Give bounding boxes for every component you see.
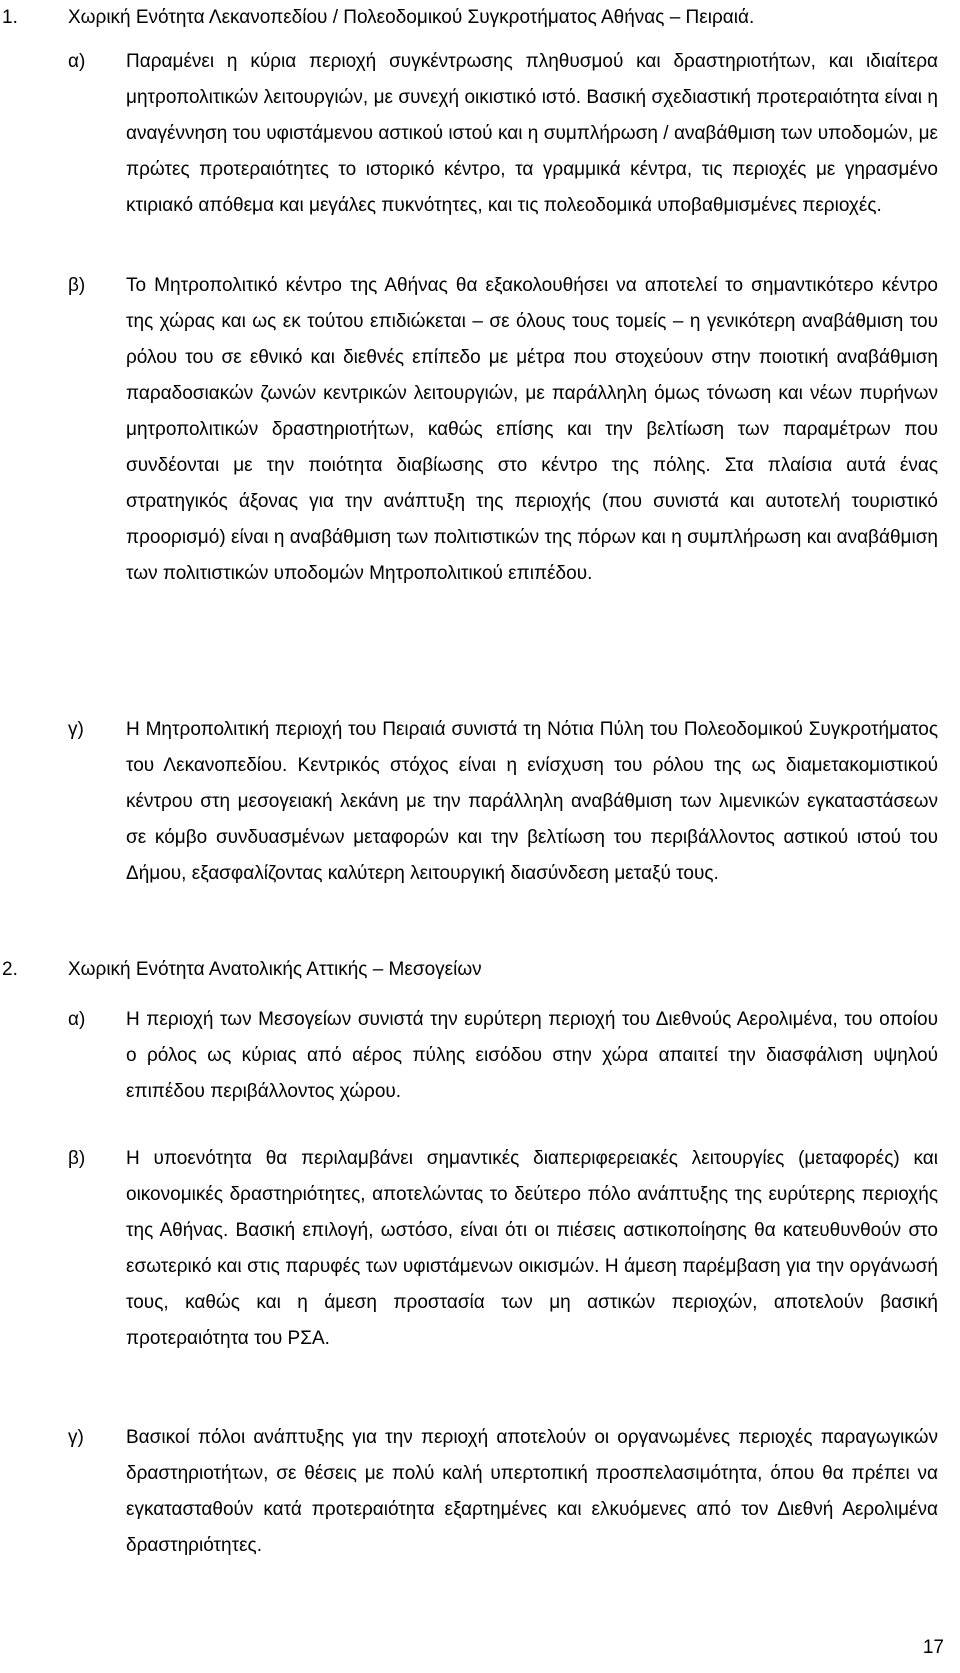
section-title: Χωρική Ενότητα Ανατολικής Αττικής – Μεσογείων (68, 959, 482, 980)
section-number: 2. (2, 959, 18, 980)
item-label: β) (68, 1148, 86, 1169)
item-label: γ) (68, 1427, 84, 1448)
section-title: Χωρική Ενότητα Λεκανοπεδίου / Πολεοδομικού Συγκροτήματος Αθήνας – Πειραιά. (68, 7, 755, 28)
item-label: α) (68, 1009, 86, 1030)
item-paragraph: Βασικοί πόλοι ανάπτυξης για την περιοχή αποτελούν οι οργανωμένες περιοχές παραγωγικών δραστηριοτήτων, σε θέσεις με πολύ καλή υπερτοπική προσπελασιμότητα, όπου θα πρέπει να εγκατασταθούν κατά προτεραιότητα εξαρτημένες και ελκυόμενες από τον Διεθνή Αερολιμένα δραστηριότητες. (126, 1427, 938, 1556)
item-paragraph: Παραμένει η κύρια περιοχή συγκέντρωσης πληθυσμού και δραστηριοτήτων, και ιδιαίτερα μητροπολιτικών λειτουργιών, με συνεχή οικιστικό ιστό. Βασική σχεδιαστική προτεραιότητα είναι η αναγέννηση του υφιστάμενου αστικού ιστού και η συμπλήρωση / αναβάθμιση των υποδομών, με πρώτες προτεραιότητες το ιστορικό κέντρο, τα γραμμικά κέντρα, τις περιοχές με γηρασμένο κτιριακό απόθεμα και μεγάλες πυκνότητες, και τις πολεοδομικά υποβαθμισμένες περιοχές. (126, 51, 938, 216)
section-number: 1. (2, 7, 18, 28)
item-label: β) (68, 275, 86, 296)
item-label: α) (68, 51, 86, 72)
item-paragraph: Η υποενότητα θα περιλαμβάνει σημαντικές διαπεριφερειακές λειτουργίες (μεταφορές) και οικονομικές δραστηριότητες, αποτελώντας το δεύτερο πόλο ανάπτυξης της ευρύτερης περιοχής της Αθήνας. Βασική επιλογή, ωστόσο, είναι ότι οι πιέσεις αστικοποίησης θα κατευθυνθούν στο εσωτερικό και στις παρυφές των υφιστάμενων οικισμών. Η άμεση παρέμβαση για την οργάνωσή τους, καθώς και η άμεση προστασία των μη αστικών περιοχών, αποτελούν βασική προτεραιότητα του ΡΣΑ. (126, 1148, 938, 1349)
item-paragraph: Η περιοχή των Μεσογείων συνιστά την ευρύτερη περιοχή του Διεθνούς Αερολιμένα, του οποίου ο ρόλος ως κύριας από αέρος πύλης εισόδου στην χώρα απαιτεί την διασφάλιση υψηλού επιπέδου περιβάλλοντος χώρου. (126, 1009, 938, 1102)
item-paragraph: Το Μητροπολιτικό κέντρο της Αθήνας θα εξακολουθήσει να αποτελεί το σημαντικότερο κέντρο της χώρας και ως εκ τούτου επιδιώκεται – σε όλους τους τομείς – η γενικότερη αναβάθμιση του ρόλου του σε εθνικό και διεθνές επίπεδο με μέτρα που στοχεύουν στην ποιοτική αναβάθμιση παραδοσιακών ζωνών κεντρικών λειτουργιών, με παράλληλη όμως τόνωση και νέων πυρήνων μητροπολιτικών δραστηριοτήτων, καθώς επίσης και την βελτίωση των παραμέτρων που συνδέονται με την ποιότητα διαβίωσης στο κέντρο της πόλης. Στα πλαίσια αυτά ένας στρατηγικός άξονας για την ανάπτυξη της περιοχής (που συνιστά και αυτοτελή τουριστικό προορισμό) είναι η αναβάθμιση των πολιτιστικών της πόρων και η συμπλήρωση και αναβάθμιση των πολιτιστικών υποδομών Μητροπολιτικού επιπέδου. (126, 275, 938, 584)
item-label: γ) (68, 719, 84, 740)
page-number: 17 (922, 1637, 944, 1658)
item-paragraph: Η Μητροπολιτική περιοχή του Πειραιά συνιστά τη Νότια Πύλη του Πολεοδομικού Συγκροτήματος του Λεκανοπεδίου. Κεντρικός στόχος είναι η ενίσχυση του ρόλου της ως διαμετακομιστικού κέντρου στη μεσογειακή λεκάνη με την παράλληλη αναβάθμιση των λιμενικών εγκαταστάσεων σε κόμβο συνδυασμένων μεταφορών και την βελτίωση του περιβάλλοντος αστικού ιστού του Δήμου, εξασφαλίζοντας καλύτερη λειτουργική διασύνδεση μεταξύ τους. (126, 719, 938, 884)
